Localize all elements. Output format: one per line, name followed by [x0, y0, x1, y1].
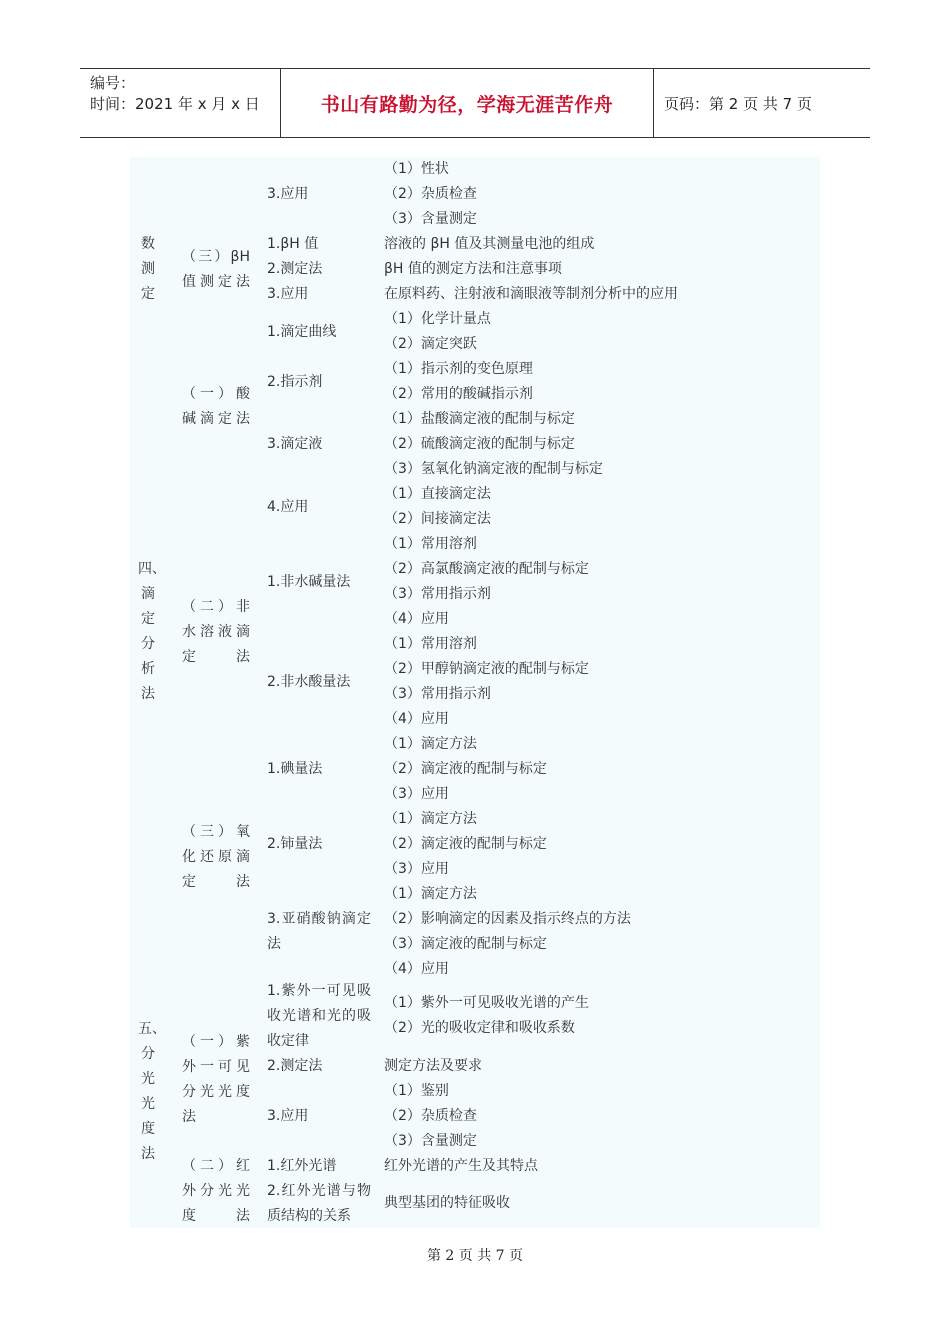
detail-cell: （3）氢氧化钠滴定液的配制与标定 — [384, 461, 603, 477]
document-date: 时间：2021 年 x 月 x 日 — [90, 95, 260, 113]
detail-cell: 测定方法及要求 — [384, 1058, 482, 1074]
detail-cell: （4）应用 — [384, 611, 449, 627]
detail-cell: （2）硫酸滴定液的配制与标定 — [384, 436, 575, 452]
item-cell: 3.应用 — [267, 1108, 309, 1124]
detail-cell: （1）常用溶剂 — [384, 536, 477, 552]
item-cell: 3.应用 — [267, 186, 309, 202]
page-header — [80, 68, 870, 138]
item-cell: 2.铈量法 — [267, 836, 323, 852]
document-number: 编号： — [90, 74, 136, 92]
detail-cell: （3）含量测定 — [384, 1133, 477, 1149]
detail-cell: （1）常用溶剂 — [384, 636, 477, 652]
detail-cell: （1）直接滴定法 — [384, 486, 491, 502]
detail-cell: （2）间接滴定法 — [384, 511, 491, 527]
section-cell: 四、滴定分析法 — [138, 561, 166, 702]
detail-cell: （2）杂质检查 — [384, 1108, 477, 1124]
detail-cell: （1）指示剂的变色原理 — [384, 361, 533, 377]
detail-cell: （3）应用 — [384, 786, 449, 802]
detail-cell: （2）高氯酸滴定液的配制与标定 — [384, 561, 589, 577]
item-cell: 3.亚硝酸钠滴定法 — [267, 911, 371, 952]
detail-cell: （1）滴定方法 — [384, 811, 477, 827]
detail-cell: （2）杂质检查 — [384, 186, 477, 202]
item-cell: 1.非水碱量法 — [267, 573, 351, 590]
detail-cell: 在原料药、注射液和滴眼液等制剂分析中的应用 — [384, 286, 678, 302]
item-cell: 2.测定法 — [267, 261, 323, 277]
section-cell: 数测定 — [141, 236, 155, 302]
detail-cell: （2）甲醇钠滴定液的配制与标定 — [384, 661, 589, 677]
page-footer: 第 2 页 共 7 页 — [426, 1248, 524, 1264]
header-page-info: 页码：第 2 页 共 7 页 — [664, 94, 812, 113]
detail-cell: （2）影响滴定的因素及指示终点的方法 — [384, 911, 631, 927]
item-cell: 2.非水酸量法 — [267, 673, 351, 690]
header-motto: 书山有路勤为径，学海无涯苦作舟 — [281, 69, 654, 137]
item-cell: 2.指示剂 — [267, 373, 323, 390]
item-cell: 1.滴定曲线 — [267, 323, 337, 340]
detail-cell: （3）常用指示剂 — [384, 686, 491, 702]
detail-cell: （2）滴定液的配制与标定 — [384, 761, 547, 777]
detail-cell: （2）滴定液的配制与标定 — [384, 836, 547, 852]
detail-cell: 溶液的 βH 值及其测量电池的组成 — [384, 236, 595, 252]
detail-cell: （3）常用指示剂 — [384, 586, 491, 602]
detail-cell: （3）应用 — [384, 861, 449, 877]
subsection-cell: （二）非水溶液滴定法 — [182, 598, 250, 665]
detail-cell: βH 值的测定方法和注意事项 — [384, 261, 562, 277]
detail-cell: （1）性状 — [384, 161, 449, 177]
item-cell: 3.应用 — [267, 286, 309, 302]
item-cell: 4.应用 — [267, 498, 309, 515]
detail-cell: （4）应用 — [384, 961, 449, 977]
item-cell: 1.βH 值 — [267, 236, 319, 252]
syllabus-table — [130, 157, 820, 1228]
subsection-cell: （一）紫外一可见分光光度法 — [182, 1033, 250, 1125]
detail-cell: （3）滴定液的配制与标定 — [384, 936, 547, 952]
subsection-cell: （三）氧化还原滴定法 — [182, 823, 250, 890]
item-cell: 2.红外光谱与物质结构的关系 — [267, 1183, 371, 1224]
subsection-cell: （一）酸碱滴定法 — [182, 386, 250, 427]
section-cell: 五、分光光度法 — [138, 1021, 166, 1162]
subsection-cell: （三）βH值测定法 — [182, 248, 250, 290]
detail-cell: （1）滴定方法 — [384, 886, 477, 902]
detail-cell: （3）含量测定 — [384, 211, 477, 227]
detail-cell: （2）常用的酸碱指示剂 — [384, 386, 533, 402]
detail-cell: （1）紫外一可见吸收光谱的产生 — [384, 995, 589, 1011]
detail-cell: 红外光谱的产生及其特点 — [384, 1158, 538, 1174]
item-cell: 1.紫外一可见吸收光谱和光的吸收定律 — [267, 983, 371, 1049]
item-cell: 2.测定法 — [267, 1058, 323, 1074]
detail-cell: （1）化学计量点 — [384, 311, 491, 327]
header-meta — [80, 69, 281, 137]
subsection-cell: （二）红外分光光度法 — [182, 1158, 250, 1224]
detail-cell: （1）盐酸滴定液的配制与标定 — [384, 411, 575, 427]
detail-cell: （2）滴定突跃 — [384, 336, 477, 352]
detail-cell: 典型基团的特征吸收 — [384, 1195, 510, 1211]
item-cell: 3.滴定液 — [267, 436, 323, 452]
detail-cell: （1）鉴别 — [384, 1083, 449, 1099]
detail-cell: （4）应用 — [384, 711, 449, 727]
item-cell: 1.碘量法 — [267, 761, 323, 777]
detail-cell: （1）滴定方法 — [384, 736, 477, 752]
detail-cell: （2）光的吸收定律和吸收系数 — [384, 1020, 575, 1036]
item-cell: 1.红外光谱 — [267, 1158, 337, 1174]
